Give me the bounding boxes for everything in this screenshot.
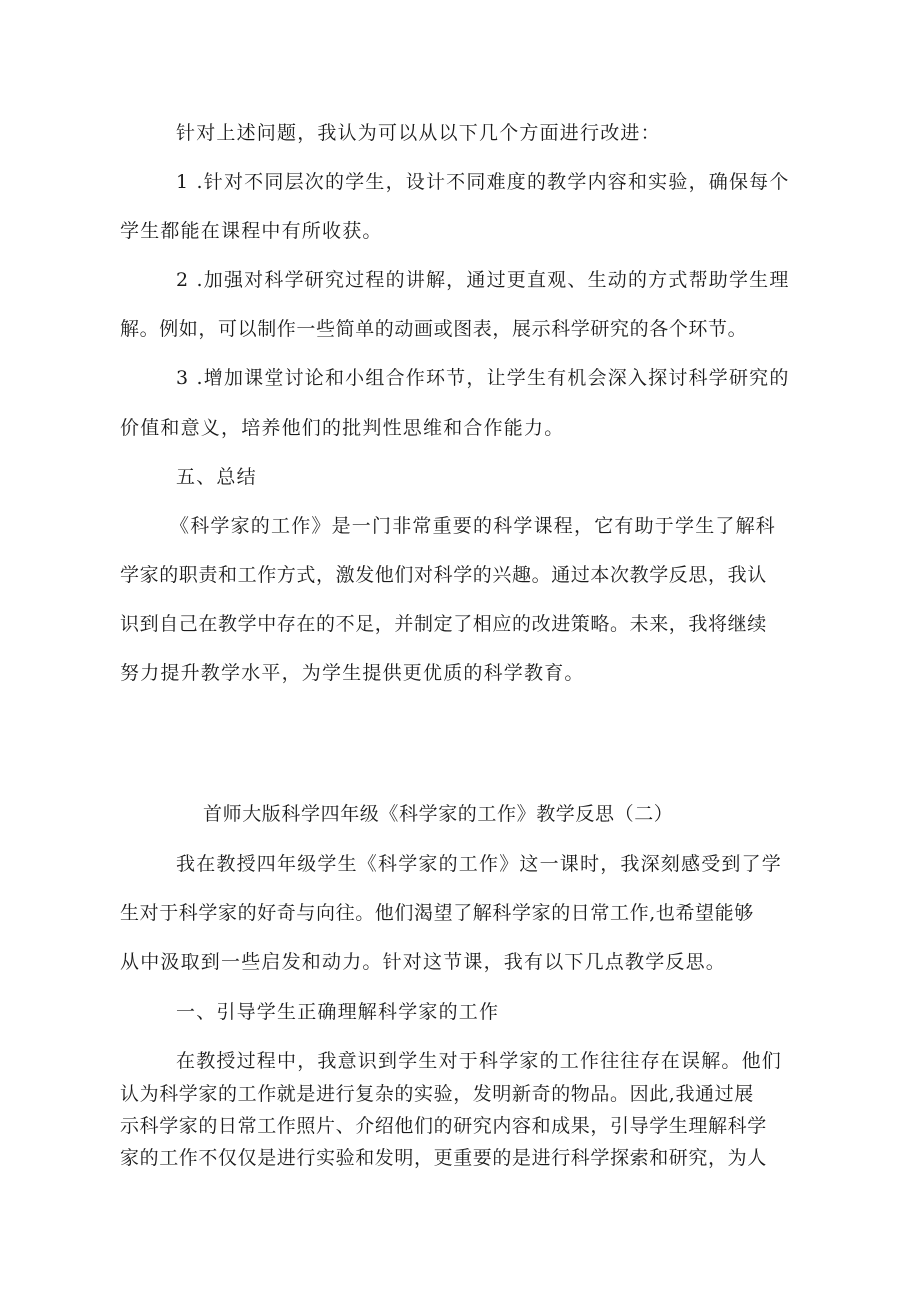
summary-line-4: 努力提升教学水平，为学生提供更优质的科学教育。 bbox=[120, 662, 585, 684]
paragraph-1-line-2: 生对于科学家的好奇与向往。他们渴望了解科学家的日常工作,也希望能够 bbox=[120, 902, 754, 924]
list-item-2-line-1: 2 .加强对科学研究过程的讲解，通过更直观、生动的方式帮助学生理 bbox=[176, 269, 790, 291]
list-item-2-line-2: 解。例如，可以制作一些简单的动画或图表，展示科学研究的各个环节。 bbox=[120, 318, 748, 340]
paragraph-1-line-1: 我在教授四年级学生《科学家的工作》这一课时，我深刻感受到了学 bbox=[176, 853, 783, 875]
paragraph-2-line-4: 家的工作不仅仅是进行实验和发明，更重要的是进行科学探索和研究，为人 bbox=[120, 1147, 767, 1169]
paragraph-2-line-3: 示科学家的日常工作照片、介绍他们的研究内容和成果，引导学生理解科学 bbox=[120, 1115, 767, 1137]
document-title: 首师大版科学四年级《科学家的工作》教学反思（二） bbox=[203, 803, 674, 825]
summary-line-2: 学家的职责和工作方式，激发他们对科学的兴趣。通过本次教学反思，我认 bbox=[120, 564, 767, 586]
list-item-3-line-2: 价值和意义，培养他们的批判性思维和合作能力。 bbox=[120, 417, 565, 439]
paragraph-2-line-1: 在教授过程中，我意识到学生对于科学家的工作往往存在误解。他们 bbox=[176, 1050, 783, 1072]
section-heading-summary: 五、总结 bbox=[176, 466, 257, 488]
intro-paragraph: 针对上述问题，我认为可以从以下几个方面进行改进： bbox=[176, 122, 661, 144]
paragraph-1-line-3: 从中汲取到一些启发和动力。针对这节课，我有以下几点教学反思。 bbox=[120, 951, 727, 973]
section-heading-1: 一、引导学生正确理解科学家的工作 bbox=[176, 1001, 500, 1023]
paragraph-2-line-2: 认为科学家的工作就是进行复杂的实验，发明新奇的物品。因此,我通过展 bbox=[120, 1083, 754, 1105]
summary-line-1: 《科学家的工作》是一门非常重要的科学课程，它有助于学生了解科 bbox=[170, 515, 777, 537]
list-item-1-line-2: 学生都能在课程中有所收获。 bbox=[120, 220, 383, 242]
list-item-3-line-1: 3 .增加课堂讨论和小组合作环节，让学生有机会深入探讨科学研究的 bbox=[176, 367, 790, 389]
summary-line-3: 识到自己在教学中存在的不足，并制定了相应的改进策略。未来，我将继续 bbox=[120, 613, 767, 635]
list-item-1-line-1: 1 .针对不同层次的学生，设计不同难度的教学内容和实验，确保每个 bbox=[176, 171, 790, 193]
